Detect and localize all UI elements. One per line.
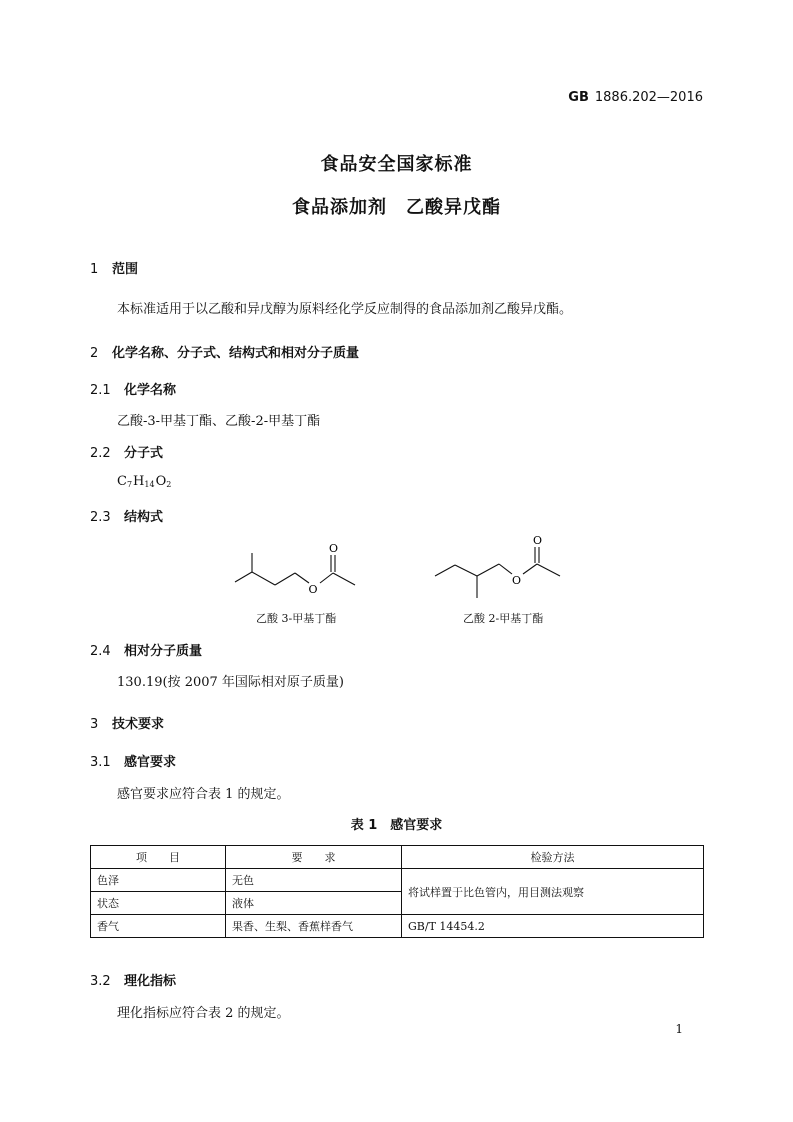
section-number: 2 — [90, 346, 99, 361]
section-number: 3.2 — [90, 974, 111, 989]
section-2-1-heading — [90, 379, 176, 398]
header-item: 项 目 — [91, 846, 226, 869]
section-title: 感官要求 — [124, 755, 177, 770]
cell-item: 色泽 — [91, 869, 226, 892]
table-row — [91, 869, 704, 892]
section-3-heading — [90, 713, 164, 732]
header-test-method: 检验方法 — [402, 846, 704, 869]
section-2-2-heading — [90, 442, 163, 461]
header-requirement: 要 求 — [226, 846, 402, 869]
chemical-names: 乙酸-3-甲基丁酯、乙酸-2-甲基丁酯 — [117, 414, 321, 429]
section-3-1-text: 感官要求应符合表 1 的规定。 — [117, 787, 290, 802]
section-1-heading — [90, 258, 138, 277]
section-title: 化学名称 — [124, 383, 177, 398]
cell-item: 状态 — [91, 892, 226, 915]
section-3-1-heading — [90, 751, 176, 770]
molecular-formula: $C_7H_{14}O_2$ — [117, 474, 172, 489]
cell-test-method: GB/T 14454.2 — [402, 915, 704, 938]
cell-item: 香气 — [91, 915, 226, 938]
cell-requirement: 液体 — [226, 892, 402, 915]
section-2-heading — [90, 342, 359, 361]
section-3-2-text: 理化指标应符合表 2 的规定。 — [117, 1006, 290, 1021]
section-title: 理化指标 — [124, 974, 177, 989]
section-title: 结构式 — [124, 510, 164, 525]
cell-requirement: 果香、生梨、香蕉样香气 — [226, 915, 402, 938]
section-number: 3 — [90, 717, 99, 732]
structure-2-methylbutyl-acetate — [430, 532, 570, 602]
section-title: 相对分子质量 — [124, 644, 203, 659]
section-3-2-heading — [90, 970, 176, 989]
molecular-mass: 130.19(按 2007 年国际相对原子质量) — [117, 675, 344, 690]
document-title: 食品安全国家标准 — [320, 154, 473, 175]
table-header-row — [91, 846, 704, 869]
cell-requirement: 无色 — [226, 869, 402, 892]
standard-prefix: GB — [568, 90, 589, 105]
cell-test-method: 将试样置于比色管内，用目测法观察 — [402, 869, 704, 915]
section-title: 化学名称、分子式、结构式和相对分子质量 — [112, 346, 360, 361]
section-title: 范围 — [112, 262, 139, 277]
table-row — [91, 915, 704, 938]
standard-number: 1886.202—2016 — [594, 90, 703, 105]
section-2-3-heading — [90, 506, 163, 525]
ester-oxygen-label: O — [512, 574, 522, 587]
section-number: 1 — [90, 262, 99, 277]
section-number: 3.1 — [90, 755, 111, 770]
section-title: 分子式 — [124, 446, 164, 461]
section-2-4-heading — [90, 640, 202, 659]
table-1-sensory-requirements — [90, 845, 704, 938]
carbonyl-oxygen-label: O — [533, 534, 543, 547]
structure-1-caption: 乙酸 3-甲基丁酯 — [256, 612, 337, 625]
table-1-title: 表 1 感官要求 — [350, 818, 443, 833]
ester-oxygen-label: O — [308, 583, 318, 596]
page-number: 1 — [675, 1022, 683, 1036]
carbonyl-oxygen-label: O — [329, 542, 339, 555]
section-number: 2.1 — [90, 383, 111, 398]
section-1-text: 本标准适用于以乙酸和异戊醇为原料经化学反应制得的食品添加剂乙酸异戊酯。 — [117, 302, 573, 317]
structure-3-methylbutyl-acetate — [225, 532, 365, 602]
section-number: 2.3 — [90, 510, 111, 525]
structure-2-caption: 乙酸 2-甲基丁酯 — [463, 612, 544, 625]
section-number: 2.2 — [90, 446, 111, 461]
document-subtitle: 食品添加剂 乙酸异戊酯 — [292, 197, 501, 218]
section-number: 2.4 — [90, 644, 111, 659]
standard-code — [568, 90, 703, 105]
section-title: 技术要求 — [112, 717, 165, 732]
